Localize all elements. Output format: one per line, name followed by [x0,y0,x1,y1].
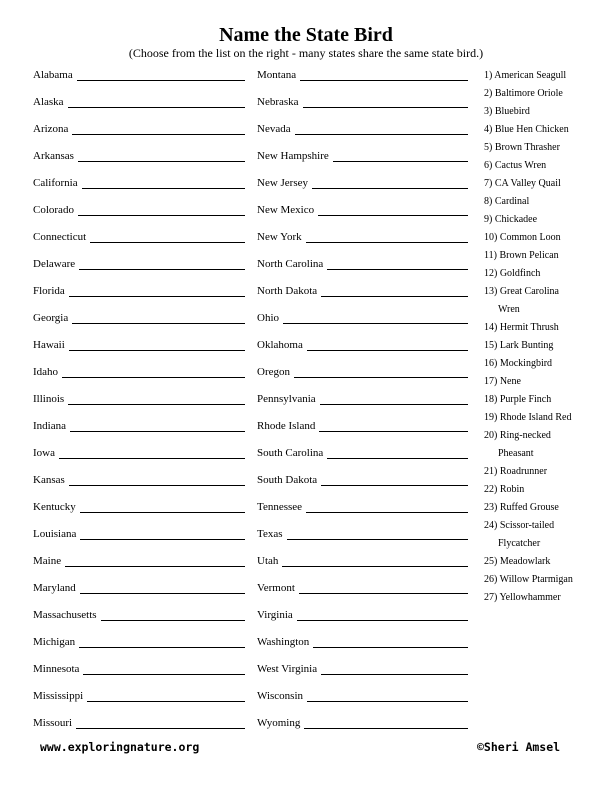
state-row [257,445,468,459]
answer-blank[interactable] [327,449,468,459]
state-name: Texas [257,528,283,540]
state-name: New Hampshire [257,150,329,162]
state-name: Kentucky [33,501,76,513]
state-name: Iowa [33,447,55,459]
state-name: Georgia [33,312,69,324]
answer-blank[interactable] [320,395,468,405]
state-row [257,148,468,162]
answer-blank[interactable] [78,206,245,216]
bird-option: 25) Meadowlark [484,556,551,567]
answer-blank[interactable] [69,341,245,351]
answer-blank[interactable] [307,692,468,702]
state-row [33,418,245,432]
state-row [257,337,468,351]
answer-blank[interactable] [303,98,468,108]
state-row [33,715,245,729]
state-name: Delaware [33,258,76,270]
state-row [33,283,245,297]
state-row [33,634,245,648]
state-row [257,202,468,216]
state-row [257,94,468,108]
bird-option: 7) CA Valley Quail [484,178,561,189]
state-row [33,67,245,81]
state-name: Arkansas [33,150,74,162]
state-row [257,175,468,189]
answer-blank[interactable] [295,125,468,135]
state-row [257,661,468,675]
answer-blank[interactable] [79,260,245,270]
answer-blank[interactable] [294,368,468,378]
answer-blank[interactable] [313,638,468,648]
state-name: Montana [257,69,297,81]
bird-option: 3) Bluebird [484,106,530,117]
state-row [33,445,245,459]
answer-blank[interactable] [70,422,245,432]
state-name: South Dakota [257,474,318,486]
state-row [33,661,245,675]
bird-option: 9) Chickadee [484,214,538,225]
footer-copyright: ©Sheri Amsel [477,740,561,754]
state-row [257,553,468,567]
state-row [33,121,245,135]
bird-option: 20) Ring-necked [484,430,551,441]
state-name: Vermont [257,582,295,594]
state-row [33,580,245,594]
state-name: Michigan [33,636,76,648]
answer-blank[interactable] [333,152,468,162]
state-name: Alabama [33,69,73,81]
bird-option: 22) Robin [484,484,525,495]
state-name: Nebraska [257,96,299,108]
page-subtitle: (Choose from the list on the right - many states share the same state bird.) [128,46,484,60]
state-row [257,526,468,540]
state-name: Indiana [33,420,66,432]
state-row [257,715,468,729]
answer-blank[interactable] [287,530,469,540]
bird-option: 14) Hermit Thrush [484,322,559,333]
state-name: Hawaii [33,339,65,351]
answer-blank[interactable] [65,557,245,567]
state-name: Connecticut [33,231,87,243]
answer-blank[interactable] [306,503,468,513]
bird-option: 21) Roadrunner [484,466,548,477]
state-name: Utah [257,555,279,567]
answer-blank[interactable] [69,287,245,297]
state-name: Colorado [33,204,74,216]
bird-option: 1) American Seagull [484,70,567,81]
answer-blank[interactable] [307,341,468,351]
state-name: Nevada [257,123,291,135]
state-row [257,67,468,81]
state-row [257,472,468,486]
state-row [33,337,245,351]
state-name: Ohio [257,312,279,324]
state-name: North Carolina [257,258,324,270]
answer-blank[interactable] [321,665,468,675]
bird-option: 27) Yellowhammer [484,592,561,603]
answer-blank[interactable] [318,206,468,216]
answer-blank[interactable] [283,314,468,324]
state-name: South Carolina [257,447,324,459]
answer-blank[interactable] [59,449,245,459]
answer-blank[interactable] [72,314,245,324]
answer-blank[interactable] [321,287,468,297]
page-title: Name the State Bird [219,24,393,46]
state-row [257,256,468,270]
state-name: Massachusetts [33,609,97,621]
bird-option-continued: Wren [498,304,520,315]
state-row [33,391,245,405]
state-row [33,688,245,702]
state-name: Kansas [33,474,65,486]
bird-option: 13) Great Carolina [484,286,559,297]
state-row [257,418,468,432]
state-row [33,607,245,621]
answer-blank[interactable] [68,395,245,405]
bird-option: 10) Common Loon [484,232,561,243]
answer-blank[interactable] [79,638,245,648]
state-row [33,499,245,513]
state-row [33,256,245,270]
state-name: Minnesota [33,663,80,675]
state-row [33,526,245,540]
answer-blank[interactable] [297,611,468,621]
state-name: Tennessee [257,501,303,513]
bird-option-continued: Flycatcher [498,538,541,549]
bird-option-continued: Pheasant [498,448,534,459]
bird-option: 19) Rhode Island Red [484,412,572,423]
state-row [33,202,245,216]
state-row [257,121,468,135]
state-name: Mississippi [33,690,84,702]
state-name: Louisiana [33,528,77,540]
state-name: Alaska [33,96,64,108]
state-name: Illinois [33,393,65,405]
answer-blank[interactable] [101,611,245,621]
state-name: California [33,177,78,189]
bird-option: 5) Brown Thrasher [484,142,560,153]
state-row [257,634,468,648]
state-row [33,472,245,486]
answer-blank[interactable] [306,233,468,243]
bird-option: 17) Nene [484,376,521,387]
answer-blank[interactable] [82,179,245,189]
state-row [257,580,468,594]
state-row [33,364,245,378]
bird-option: 15) Lark Bunting [484,340,554,351]
bird-option: 24) Scissor-tailed [484,520,555,531]
answer-blank[interactable] [90,233,245,243]
bird-option: 4) Blue Hen Chicken [484,124,569,135]
state-row [257,364,468,378]
state-name: Virginia [257,609,293,621]
answer-blank[interactable] [76,719,245,729]
state-row [33,175,245,189]
bird-option: 26) Willow Ptarmigan [484,574,573,585]
answer-blank[interactable] [80,584,245,594]
answer-blank[interactable] [80,503,245,513]
state-name: Maryland [33,582,76,594]
answer-blank[interactable] [72,125,245,135]
answer-blank[interactable] [87,692,245,702]
state-row [33,148,245,162]
state-name: New Mexico [257,204,315,216]
state-name: Rhode Island [257,420,316,432]
state-name: Oklahoma [257,339,303,351]
answer-blank[interactable] [312,179,468,189]
bird-option: 18) Purple Finch [484,394,552,405]
state-name: North Dakota [257,285,318,297]
answer-blank[interactable] [304,719,468,729]
state-row [257,607,468,621]
state-name: Pennsylvania [257,393,316,405]
state-row [33,310,245,324]
state-row [257,391,468,405]
answer-blank[interactable] [62,368,245,378]
answer-blank[interactable] [77,71,245,81]
bird-option: 11) Brown Pelican [484,250,559,261]
state-row [33,553,245,567]
bird-option: 12) Goldfinch [484,268,541,279]
bird-option: 6) Cactus Wren [484,160,547,171]
state-row [257,229,468,243]
state-name: Arizona [33,123,69,135]
state-name: Washington [257,636,310,648]
state-name: Wyoming [257,717,301,729]
answer-blank[interactable] [68,98,245,108]
footer-website: www.exploringnature.org [40,740,200,754]
answer-blank[interactable] [327,260,468,270]
answer-blank[interactable] [299,584,468,594]
state-name: New Jersey [257,177,309,189]
state-row [33,229,245,243]
answer-blank[interactable] [83,665,245,675]
state-row [257,688,468,702]
state-row [257,310,468,324]
bird-option: 16) Mockingbird [484,358,553,369]
state-name: Florida [33,285,65,297]
bird-option: 23) Ruffed Grouse [484,502,559,513]
state-name: Idaho [33,366,59,378]
state-name: New York [257,231,302,243]
bird-option: 2) Baltimore Oriole [484,88,563,99]
state-name: Maine [33,555,62,567]
bird-option: 8) Cardinal [484,196,530,207]
answer-blank[interactable] [321,476,468,486]
answer-blank[interactable] [78,152,245,162]
state-row [257,283,468,297]
state-name: West Virginia [257,663,318,675]
state-name: Wisconsin [257,690,303,702]
answer-blank[interactable] [69,476,245,486]
state-name: Oregon [257,366,290,378]
answer-blank[interactable] [282,557,468,567]
answer-blank[interactable] [319,422,468,432]
state-row [257,499,468,513]
answer-blank[interactable] [80,530,245,540]
state-name: Missouri [33,717,73,729]
state-row [33,94,245,108]
answer-blank[interactable] [300,71,468,81]
